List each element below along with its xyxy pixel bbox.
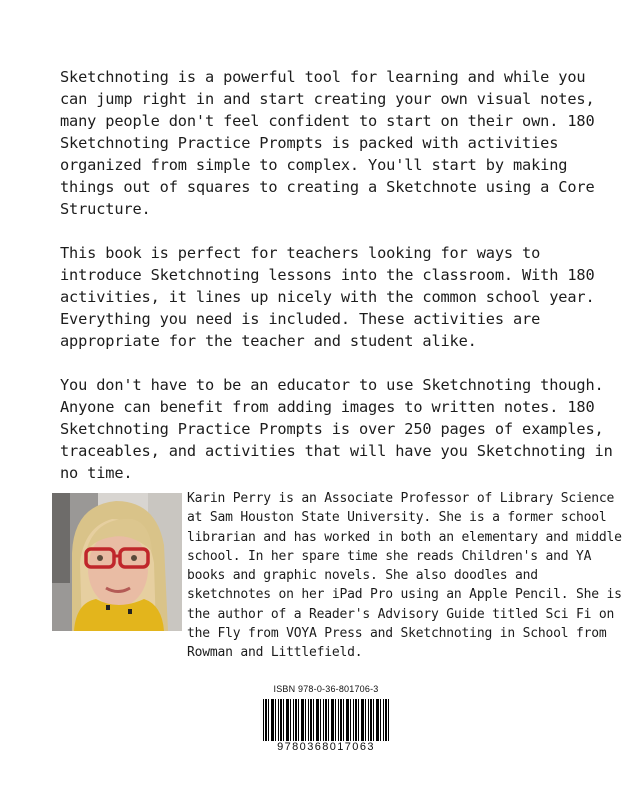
barcode — [263, 699, 390, 742]
author-portrait-illustration — [52, 493, 182, 631]
description-paragraph-2: This book is perfect for teachers looking for ways to introduce Sketchnoting lessons into the classroom. With 180 activities, it lines up nicely with the common school year. Everything you need is included. These activities are appropriate for the teacher and student alike. — [60, 244, 595, 350]
book-description — [60, 66, 620, 506]
description-paragraph-1: Sketchnoting is a powerful tool for learning and while you can jump right in and start creating your own visual notes, many people don't feel confident to start on their own. 180 Sketchnoting Practice Prompts is packed with activities organized from simple to complex. You'll start by making things out of squares to creating a Sketchnote using a Core Structure. — [60, 68, 595, 218]
author-bio: Karin Perry is an Associate Professor of Library Science at Sam Houston State University. She is a former school librarian and has worked in both an elementary and middle school. In her spare time she reads Children's and YA books and graphic novels. She also doodles and sketchnotes on her iPad Pro using an Apple Pencil. She is the author of a Reader's Advisory Guide titled Sci Fi on the Fly from VOYA Press and Sketchnoting in School from Rowman and Littlefield. — [187, 491, 622, 661]
isbn-label: ISBN 978-0-36-801706-3 — [273, 684, 379, 694]
author-photo — [52, 493, 182, 631]
description-paragraph-3: You don't have to be an educator to use Sketchnoting though. Anyone can benefit from adding images to written notes. 180 Sketchnoting Practice Prompts is over 250 pages of examples, traceables, and activities that will have you Sketchnoting in no time. — [60, 376, 613, 482]
isbn-barcode-block — [257, 684, 395, 756]
isbn-digits: 9780368017063 — [257, 741, 395, 753]
